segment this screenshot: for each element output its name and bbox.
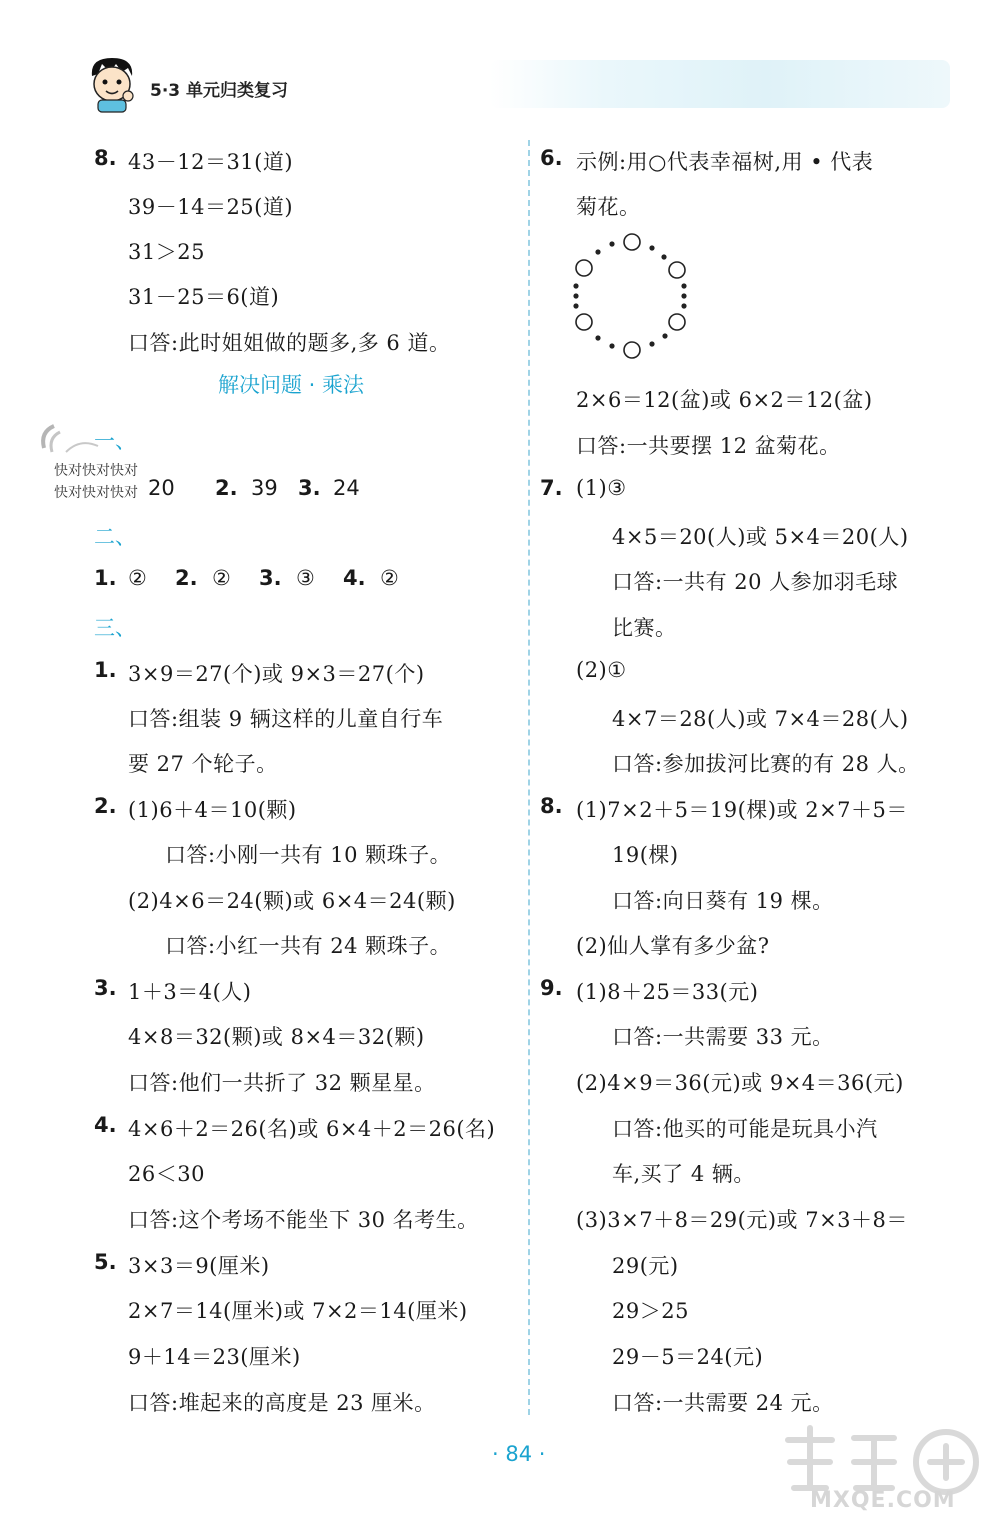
answer-line: 39－14＝25(道)	[128, 195, 294, 219]
question-number: 2.	[94, 794, 117, 818]
answer-line: 4×5＝20(人)或 5×4＝20(人)	[612, 525, 909, 549]
answer-line: (2)4×6＝24(颗)或 6×4＝24(颗)	[128, 889, 456, 913]
answer-item: 1.	[94, 566, 117, 590]
answer-value: ②	[380, 566, 399, 590]
answer-item: 4.	[343, 566, 366, 590]
answer-line: 31＞25	[128, 240, 205, 264]
dot-icon	[595, 335, 600, 340]
part-label: 三、	[94, 616, 136, 640]
answer-line: 要 27 个轮子。	[128, 752, 278, 776]
dot-icon	[573, 293, 578, 298]
answer-line: 口答:一共需要 24 元。	[612, 1391, 834, 1415]
answer-line: 口答:堆起来的高度是 23 厘米。	[128, 1391, 436, 1415]
watermark-text: MXQE.COM	[810, 1488, 956, 1513]
page-number: · 84 ·	[492, 1442, 546, 1466]
page-header	[0, 0, 1000, 130]
answer-line: 菊花。	[576, 195, 641, 219]
answer-line: 口答:此时姐姐做的题多,多 6 道。	[128, 331, 451, 355]
answer-value: 20	[148, 476, 175, 500]
answer-line: 19(棵)	[612, 843, 679, 867]
answer-line: 口答:这个考场不能坐下 30 名考生。	[128, 1208, 479, 1232]
circle-icon	[624, 342, 640, 358]
question-number: 1.	[94, 658, 117, 682]
answer-line: 口答:一共需要 33 元。	[612, 1025, 834, 1049]
answer-line: 3×3＝9(厘米)	[128, 1254, 270, 1278]
question-number: 5.	[94, 1250, 117, 1274]
answer-item: 2.	[175, 566, 198, 590]
answer-item: 2.	[215, 476, 238, 500]
stamp-text: 快对快对快对	[54, 463, 138, 479]
question-number: 8.	[540, 794, 563, 818]
answer-line: 口答:组装 9 辆这样的儿童自行车	[128, 707, 444, 731]
header-banner	[490, 60, 950, 108]
answer-line: 3×9＝27(个)或 9×3＝27(个)	[128, 662, 425, 686]
answer-line: 4×8＝32(颗)或 8×4＝32(颗)	[128, 1025, 425, 1049]
circle-icon	[576, 260, 592, 276]
column-divider	[528, 140, 530, 1415]
answer-line: (2)①	[576, 658, 627, 682]
answer-line: (1)6＋4＝10(颗)	[128, 798, 297, 822]
circle-icon	[624, 234, 640, 250]
answer-line: 口答:一共要摆 12 盆菊花。	[576, 434, 841, 458]
answer-line: 口答:一共有 20 人参加羽毛球	[612, 570, 899, 594]
part-label: 一、	[94, 429, 136, 453]
answer-value: 24	[333, 476, 360, 500]
answer-line: 4×7＝28(人)或 7×4＝28(人)	[612, 707, 909, 731]
question-number: 8.	[94, 146, 117, 170]
answer-line: 口答:向日葵有 19 棵。	[612, 889, 834, 913]
section-title: 解决问题 · 乘法	[218, 373, 365, 397]
stamp-text: 快对快对快对	[54, 485, 138, 501]
answer-line: 43－12＝31(道)	[128, 150, 294, 174]
answer-line: 2×6＝12(盆)或 6×2＝12(盆)	[576, 388, 873, 412]
answer-line: 示例:用○代表幸福树,用 • 代表	[576, 150, 874, 174]
answer-line: 29＞25	[612, 1299, 689, 1323]
question-number: 9.	[540, 976, 563, 1000]
answer-value: 39	[251, 476, 278, 500]
dot-icon	[573, 303, 578, 308]
dot-icon	[681, 293, 686, 298]
answer-line: 口答:小红一共有 24 颗珠子。	[165, 934, 452, 958]
dot-icon	[681, 283, 686, 288]
answer-line: 口答:他们一共折了 32 颗星星。	[128, 1071, 436, 1095]
dot-icon	[573, 283, 578, 288]
answer-line: (2)4×9＝36(元)或 9×4＝36(元)	[576, 1071, 904, 1095]
dot-icon	[649, 341, 654, 346]
answer-line: (1)7×2＋5＝19(棵)或 2×7＋5＝	[576, 798, 908, 822]
answer-line: 口答:参加拔河比赛的有 28 人。	[612, 752, 920, 776]
dot-icon	[681, 303, 686, 308]
dot-icon	[595, 249, 600, 254]
answer-line: 26＜30	[128, 1162, 205, 1186]
answer-line: 1＋3＝4(人)	[128, 980, 252, 1004]
answer-line: 口答:小刚一共有 10 颗珠子。	[165, 843, 452, 867]
answer-line: (1)③	[576, 476, 627, 500]
mascot-boy-icon	[82, 52, 144, 114]
question-number: 3.	[94, 976, 117, 1000]
answer-value: ③	[296, 566, 315, 590]
answer-line: 31－25＝6(道)	[128, 285, 280, 309]
question-number: 7.	[540, 476, 563, 500]
arrangement-diagram	[566, 228, 696, 360]
question-number: 6.	[540, 146, 563, 170]
answer-line: 车,买了 4 辆。	[612, 1162, 755, 1186]
dot-icon	[609, 343, 614, 348]
circle-icon	[576, 314, 592, 330]
answer-line: 9＋14＝23(厘米)	[128, 1345, 301, 1369]
circle-icon	[669, 262, 685, 278]
answer-line: (3)3×7＋8＝29(元)或 7×3＋8＝	[576, 1208, 908, 1232]
answer-line: 口答:他买的可能是玩具小汽	[612, 1117, 878, 1141]
answer-line: 29(元)	[612, 1254, 679, 1278]
answer-item: 3.	[298, 476, 321, 500]
answer-item: 3.	[259, 566, 282, 590]
question-number: 4.	[94, 1113, 117, 1137]
answer-line: 2×7＝14(厘米)或 7×2＝14(厘米)	[128, 1299, 468, 1323]
part-label: 二、	[94, 525, 136, 549]
answer-value: ②	[212, 566, 231, 590]
answer-value: ②	[128, 566, 147, 590]
book-series-title: 5·3 单元归类复习	[150, 81, 289, 101]
answer-line: (2)仙人掌有多少盆?	[576, 934, 770, 958]
dot-icon	[649, 245, 654, 250]
answer-line: (1)8＋25＝33(元)	[576, 980, 759, 1004]
answer-line: 4×6＋2＝26(名)或 6×4＋2＝26(名)	[128, 1117, 496, 1141]
dot-icon	[609, 241, 614, 246]
dot-icon	[661, 254, 666, 259]
answer-line: 比赛。	[612, 616, 677, 640]
answer-line: 29－5＝24(元)	[612, 1345, 764, 1369]
circle-icon	[669, 314, 685, 330]
dot-icon	[662, 333, 667, 338]
